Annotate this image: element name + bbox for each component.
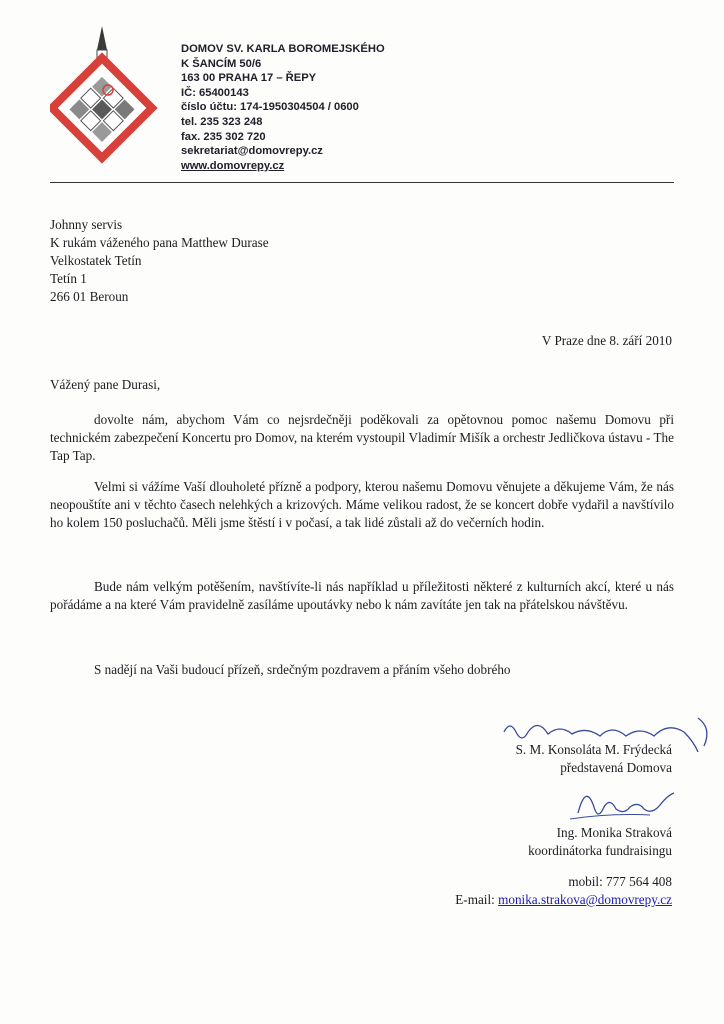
recipient-address (50, 216, 269, 306)
signatory-1-title: představená Domova (560, 759, 672, 775)
salutation: Vážený pane Durasi, (50, 377, 161, 392)
recipient-line: Johnny servis (50, 217, 123, 232)
org-tel: tel. 235 323 248 (181, 115, 263, 128)
signatory-1-name: S. M. Konsoláta M. Frýdecká (515, 742, 672, 757)
header-divider (50, 182, 674, 183)
body-paragraph-1: dovolte nám, abychom Vám co nejsrdečněji poděkovali za opětovnou pomoc našemu Domovu při technickém zabezpečení Koncertu pro Domov, na kterém vystoupil Vladimír Mišík a orchestr Jedličkova ústavu - The Tap Tap. (50, 412, 674, 463)
closing-paragraph: S nadějí na Vaši budoucí přízeň, srdečným pozdravem a přáním všeho dobrého (94, 662, 511, 677)
recipient-line: 266 01 Beroun (50, 289, 129, 304)
signatory-2 (528, 824, 672, 860)
signatory-2-title: koordinátorka fundraisingu (528, 842, 672, 858)
recipient-line: Velkostatek Tetín (50, 253, 142, 268)
letter-date: V Praze dne 8. září 2010 (541, 333, 672, 348)
recipient-line: K rukám váženého pana Matthew Durase (50, 235, 269, 250)
body-paragraph-3: Bude nám velkým potěšením, navštívíte-li nás například u příležitosti některé z kulturních akcí, které u nás pořádáme a na které Vám pravidelně zasíláme upoutávky nebo k nám zavítáte jen tak na přátelskou návštěvu. (50, 579, 674, 612)
org-fax: fax. 235 302 720 (181, 130, 266, 143)
email-label: E-mail: (455, 891, 499, 907)
signatory-1 (516, 741, 672, 777)
signature-2 (564, 785, 684, 825)
contact-block (455, 873, 672, 909)
org-email: sekretariat@domovrepy.cz (181, 145, 323, 158)
recipient-line: Tetín 1 (50, 271, 87, 286)
logo-icon (50, 24, 168, 174)
org-name: DOMOV SV. KARLA BOROMEJSKÉHO (181, 43, 385, 55)
org-city: 163 00 PRAHA 17 – ŘEPY (181, 72, 317, 85)
email-link[interactable]: monika.strakova@domovrepy.cz (498, 891, 672, 907)
email-line (455, 891, 672, 909)
mobile-number: mobil: 777 564 408 (568, 874, 672, 889)
letterhead (181, 42, 385, 173)
signatory-2-name: Ing. Monika Straková (556, 825, 672, 840)
org-street: K ŠANCÍM 50/6 (181, 57, 262, 70)
body-paragraph-2: Velmi si vážíme Vaší dlouholeté přízně a podpory, kterou našemu Domovu věnujete a děkujeme Vám, že nás neopouštíte ani v těchto časech nelehkých a krizových. Máme velikou radost, že se koncert dobře vydařil a navštívilo ho kolem 150 posluchačů. Měli jsme štěstí i v počasí, a tak lidé zůstali až do večerních hodin. (50, 479, 674, 530)
org-web-link[interactable]: www.domovrepy.cz (181, 159, 285, 172)
org-account: číslo účtu: 174-1950304504 / 0600 (181, 101, 359, 114)
org-ico: IČ: 65400143 (181, 86, 249, 99)
